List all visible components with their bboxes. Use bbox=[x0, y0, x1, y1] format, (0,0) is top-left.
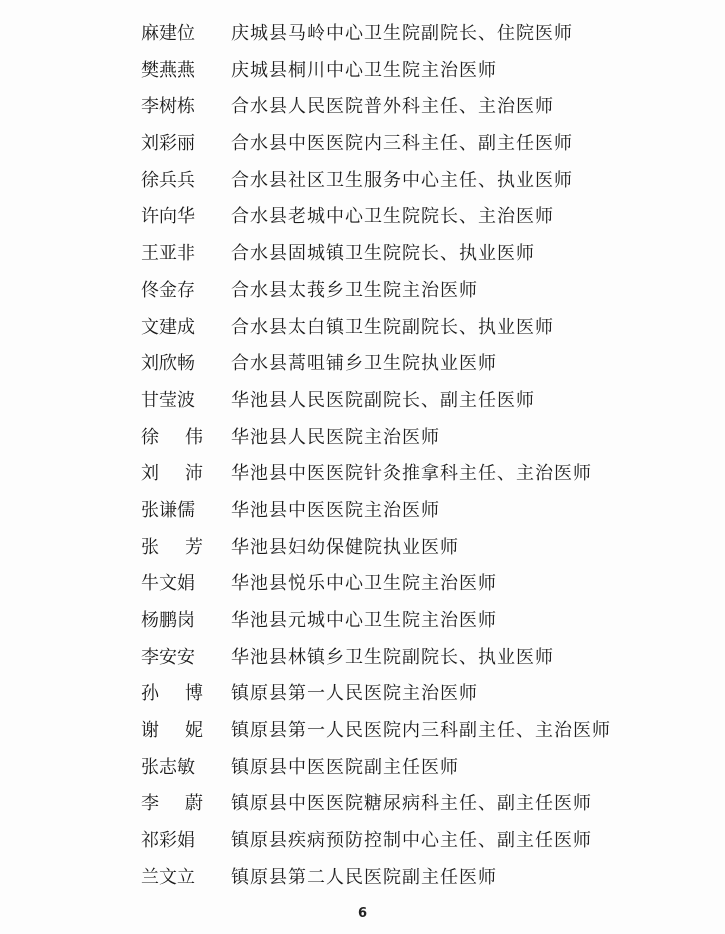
person-name: 徐伟 bbox=[141, 426, 229, 448]
person-title: 镇原县第一人民医院主治医师 bbox=[231, 683, 478, 705]
person-name: 刘沛 bbox=[141, 463, 229, 485]
page-number: 6 bbox=[357, 906, 368, 921]
person-name: 文建成 bbox=[141, 316, 195, 338]
person-title: 合水县太白镇卫生院副院长、执业医师 bbox=[231, 316, 554, 338]
list-item bbox=[0, 493, 725, 530]
list-item bbox=[0, 163, 725, 200]
person-title: 镇原县第一人民医院内三科副主任、主治医师 bbox=[231, 720, 611, 742]
person-title: 镇原县中医医院副主任医师 bbox=[231, 756, 459, 778]
person-name: 佟金存 bbox=[141, 279, 195, 301]
person-name: 杨鹏岗 bbox=[141, 610, 195, 631]
person-name: 甘莹波 bbox=[141, 389, 195, 411]
list-item bbox=[0, 456, 725, 493]
person-name: 王亚非 bbox=[141, 243, 195, 265]
person-name: 张谦儒 bbox=[141, 499, 195, 521]
list-item bbox=[0, 53, 725, 90]
person-title: 合水县中医医院内三科主任、副主任医师 bbox=[231, 133, 573, 155]
list-item bbox=[0, 346, 725, 383]
list-item bbox=[0, 640, 725, 677]
person-name: 徐兵兵 bbox=[141, 169, 195, 191]
list-item bbox=[0, 750, 725, 787]
list-item bbox=[0, 199, 725, 236]
person-title: 合水县蒿咀铺乡卫生院执业医师 bbox=[231, 353, 497, 375]
list-item bbox=[0, 16, 725, 53]
person-title: 合水县人民医院普外科主任、主治医师 bbox=[231, 96, 554, 118]
person-name: 孙博 bbox=[141, 683, 229, 705]
person-name: 兰文立 bbox=[141, 866, 195, 888]
person-name: 张志敏 bbox=[141, 756, 195, 778]
person-title: 镇原县疾病预防控制中心主任、副主任医师 bbox=[231, 830, 592, 852]
list-item bbox=[0, 273, 725, 310]
person-title: 庆城县桐川中心卫生院主治医师 bbox=[231, 59, 497, 81]
list-item bbox=[0, 420, 725, 457]
list-item bbox=[0, 530, 725, 567]
list-item bbox=[0, 676, 725, 713]
list-item bbox=[0, 89, 725, 126]
person-name: 牛文娟 bbox=[141, 573, 195, 595]
person-name: 刘欣畅 bbox=[141, 353, 195, 375]
person-name: 谢妮 bbox=[141, 720, 229, 742]
person-name: 樊燕燕 bbox=[141, 59, 195, 81]
person-title: 华池县元城中心卫生院主治医师 bbox=[231, 610, 497, 631]
person-name: 李树栋 bbox=[141, 96, 195, 118]
person-name: 麻建位 bbox=[141, 23, 195, 44]
list-item bbox=[0, 310, 725, 347]
person-title: 庆城县马岭中心卫生院副院长、住院医师 bbox=[231, 23, 573, 44]
person-title: 合水县老城中心卫生院院长、主治医师 bbox=[231, 206, 554, 228]
list-item bbox=[0, 786, 725, 823]
list-item bbox=[0, 236, 725, 273]
person-name: 祁彩娟 bbox=[141, 830, 195, 852]
person-title: 华池县中医医院针灸推拿科主任、主治医师 bbox=[231, 463, 592, 485]
person-title: 镇原县第二人民医院副主任医师 bbox=[231, 866, 497, 888]
person-title: 合水县固城镇卫生院院长、执业医师 bbox=[231, 243, 535, 265]
person-name: 李蔚 bbox=[141, 793, 229, 815]
list-item bbox=[0, 126, 725, 163]
list-item bbox=[0, 860, 725, 897]
person-title: 合水县社区卫生服务中心主任、执业医师 bbox=[231, 169, 573, 191]
person-title: 华池县人民医院副院长、副主任医师 bbox=[231, 389, 535, 411]
list-item bbox=[0, 823, 725, 860]
person-name: 李安安 bbox=[141, 646, 195, 668]
person-title: 华池县悦乐中心卫生院主治医师 bbox=[231, 573, 497, 595]
person-title: 华池县人民医院主治医师 bbox=[231, 426, 440, 448]
person-name: 许向华 bbox=[141, 206, 195, 228]
list-item bbox=[0, 603, 725, 640]
person-name: 刘彩丽 bbox=[141, 133, 195, 155]
person-title: 合水县太莪乡卫生院主治医师 bbox=[231, 279, 478, 301]
person-title: 镇原县中医医院糖尿病科主任、副主任医师 bbox=[231, 793, 592, 815]
person-title: 华池县妇幼保健院执业医师 bbox=[231, 536, 459, 558]
list-item bbox=[0, 713, 725, 750]
person-title: 华池县中医医院主治医师 bbox=[231, 499, 440, 521]
list-item bbox=[0, 566, 725, 603]
person-name: 张芳 bbox=[141, 536, 229, 558]
list-item bbox=[0, 383, 725, 420]
personnel-list bbox=[0, 16, 725, 897]
person-title: 华池县林镇乡卫生院副院长、执业医师 bbox=[231, 646, 554, 668]
